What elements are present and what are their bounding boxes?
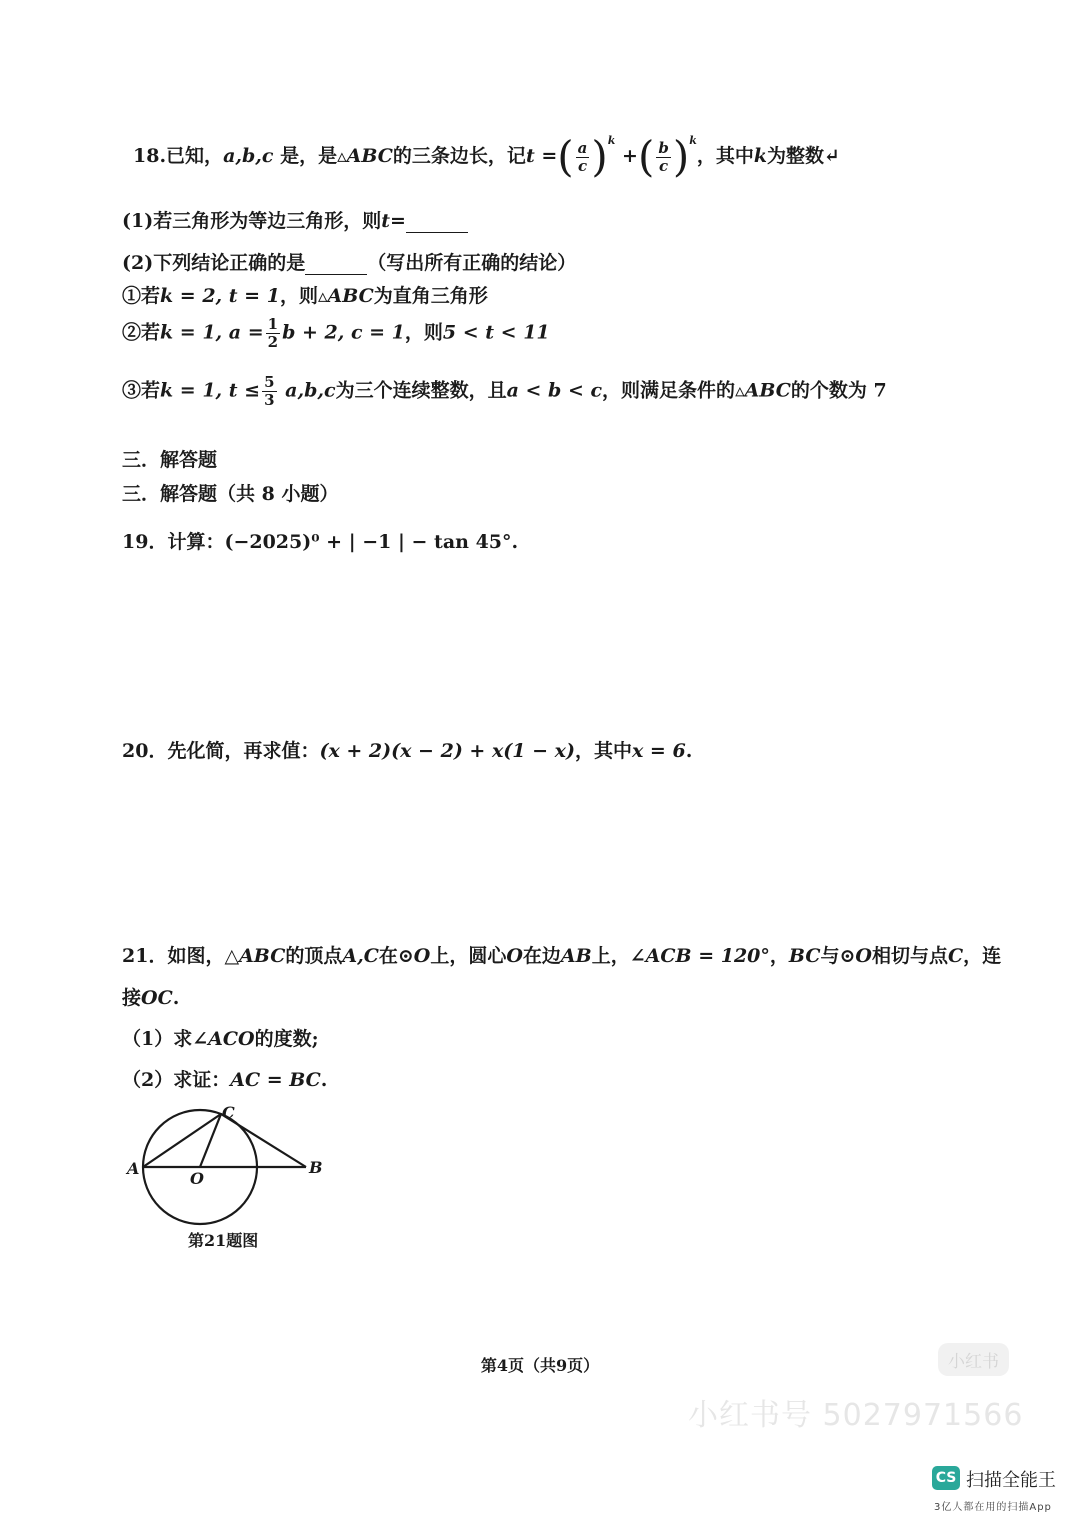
answer-blank bbox=[406, 210, 468, 233]
frac-a-over-c: $\frac{a}{c}$ bbox=[577, 138, 588, 175]
frac-b-over-c: $\frac{b}{c}$ bbox=[658, 138, 669, 175]
account-id-watermark: 小红书号 5027971566 bbox=[688, 1398, 1024, 1433]
q18-part1: (1)若三角形为等边三角形，则t= bbox=[122, 206, 468, 233]
label-o: O bbox=[190, 1169, 204, 1188]
q21-part1: （1）求∠ACO的度数; bbox=[122, 1028, 319, 1050]
camscanner-tagline: 3亿人都在用的扫描App bbox=[934, 1502, 1052, 1513]
q21-part2: （2）求证：AC = BC. bbox=[122, 1069, 328, 1091]
q18-part2: (2)下列结论正确的是 （写出所有正确的结论） bbox=[122, 252, 577, 274]
camscanner-logo-icon: CS bbox=[932, 1466, 960, 1490]
label-a: A bbox=[127, 1159, 140, 1178]
q21-stem-line1: 21．如图，△ABC的顶点A,C在⊙O上，圆心O在边AB上，∠ACB = 120°，BC与⊙O相切与点C，连 bbox=[122, 945, 1002, 967]
section-heading: 三．解答题 bbox=[122, 449, 218, 471]
label-c: C bbox=[222, 1103, 235, 1122]
q19: 19．计算：(−2025)⁰ + | −1 | − tan 45°. bbox=[122, 531, 519, 553]
figure-caption: 第21题图 bbox=[188, 1231, 259, 1250]
q21-figure bbox=[120, 1100, 360, 1270]
q20: 20．先化简，再求值：(x + 2)(x − 2) + x(1 − x)，其中x = 6. bbox=[122, 740, 693, 762]
answer-blank bbox=[305, 252, 367, 275]
q18-choice-1: ①若k = 2, t = 1，则▵ABC为直角三角形 bbox=[122, 285, 488, 307]
q18-choice-3: ③若k = 1, t ≤ $\frac{5}{3}$ a,b,c为三个连续整数，且a < b < c，则满足条件的▵ABC的个数为 7 bbox=[122, 373, 887, 409]
label-b: B bbox=[309, 1158, 323, 1177]
q21-stem-line2: 接OC. bbox=[122, 987, 180, 1009]
xiaohongshu-watermark: 小红书 bbox=[938, 1343, 1009, 1376]
q18-choice-2: ②若k = 1, a = $\frac{1}{2}$ b + 2, c = 1，则5 < t < 11 bbox=[122, 315, 550, 351]
section-heading-detail: 三．解答题（共 8 小题） bbox=[122, 483, 339, 505]
q18-stem: 18.已知，a,b,c 是，是▵ABC的三条边长，记t =( $\frac{a}{c}$ )$^k$ +( $\frac{b}{c}$ )$^k$，其中k为整数↵ bbox=[133, 132, 840, 181]
segment-ac bbox=[143, 1114, 221, 1167]
camscanner-name: 扫描全能王 bbox=[966, 1470, 1056, 1491]
page-footer: 第4页（共9页） bbox=[480, 1356, 600, 1375]
